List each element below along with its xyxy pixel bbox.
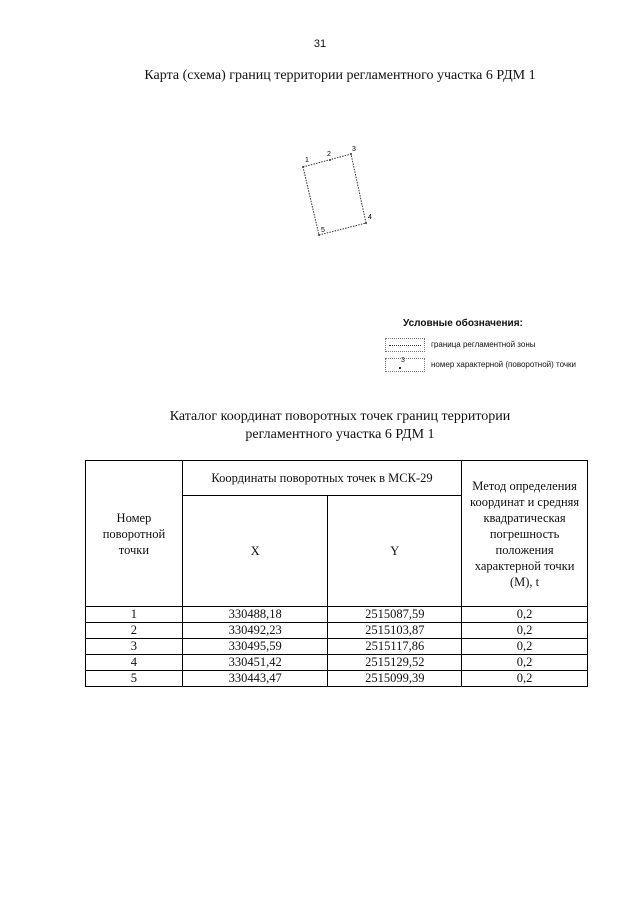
point-marker-3: [350, 153, 352, 155]
legend-point-sample: 3: [401, 357, 405, 364]
cell-method: 0,2: [462, 655, 588, 671]
zone-border-swatch: [385, 338, 425, 352]
cell-method: 0,2: [462, 607, 588, 623]
point-number-swatch: [385, 358, 425, 372]
point-marker-2: [329, 159, 331, 161]
point-marker-5: [318, 234, 320, 236]
legend-title: Условные обозначения:: [403, 318, 523, 329]
table-row: [86, 655, 588, 671]
catalog-title: [0, 408, 640, 444]
header-point-number: Номер поворотной точки: [86, 461, 183, 607]
map-title: Карта (схема) границ территории регламентного участка 6 РДМ 1: [144, 68, 536, 83]
cell-point-number: 2: [86, 623, 183, 639]
cell-x: 330443,47: [182, 671, 328, 687]
cell-method: 0,2: [462, 623, 588, 639]
header-x: X: [182, 496, 328, 607]
cell-y: 2515087,59: [328, 607, 462, 623]
catalog-title-line-2: регламентного участка 6 РДМ 1: [245, 427, 435, 442]
legend-zone-label: граница регламентной зоны: [431, 340, 536, 349]
zone-boundary: [303, 154, 366, 235]
point-label-2: 2: [327, 151, 331, 158]
cell-x: 330451,42: [182, 655, 328, 671]
point-label-4: 4: [368, 214, 372, 221]
legend-row-zone: [385, 338, 625, 354]
coordinates-table: [85, 460, 588, 687]
legend-point-label: номер характерной (поворотной) точки: [431, 360, 577, 369]
cell-point-number: 5: [86, 671, 183, 687]
cell-point-number: 4: [86, 655, 183, 671]
cell-point-number: 3: [86, 639, 183, 655]
point-label-3: 3: [352, 146, 356, 153]
cell-x: 330495,59: [182, 639, 328, 655]
catalog-title-line-1: Каталог координат поворотных точек границ территории: [169, 409, 511, 424]
cell-y: 2515129,52: [328, 655, 462, 671]
point-label-5: 5: [321, 227, 325, 234]
table-row: [86, 623, 588, 639]
point-marker-1: [302, 166, 304, 168]
cell-y: 2515103,87: [328, 623, 462, 639]
legend-row-point: [385, 358, 625, 374]
page-number: 31: [313, 38, 327, 50]
cell-x: 330488,18: [182, 607, 328, 623]
cell-y: 2515099,39: [328, 671, 462, 687]
point-dot-icon: [399, 367, 401, 369]
point-label-1: 1: [305, 157, 309, 164]
table-row: [86, 671, 588, 687]
header-method: Метод определения координат и средняя квадратическая погрешность положения характерной точки (М), t: [462, 461, 588, 607]
cell-method: 0,2: [462, 671, 588, 687]
point-marker-4: [365, 222, 367, 224]
header-y: Y: [328, 496, 462, 607]
table-row: [86, 607, 588, 623]
table-row: [86, 639, 588, 655]
cell-point-number: 1: [86, 607, 183, 623]
cell-method: 0,2: [462, 639, 588, 655]
header-coordinates: Координаты поворотных точек в МСК-29: [182, 461, 461, 496]
boundary-map: [290, 140, 390, 245]
cell-x: 330492,23: [182, 623, 328, 639]
cell-y: 2515117,86: [328, 639, 462, 655]
